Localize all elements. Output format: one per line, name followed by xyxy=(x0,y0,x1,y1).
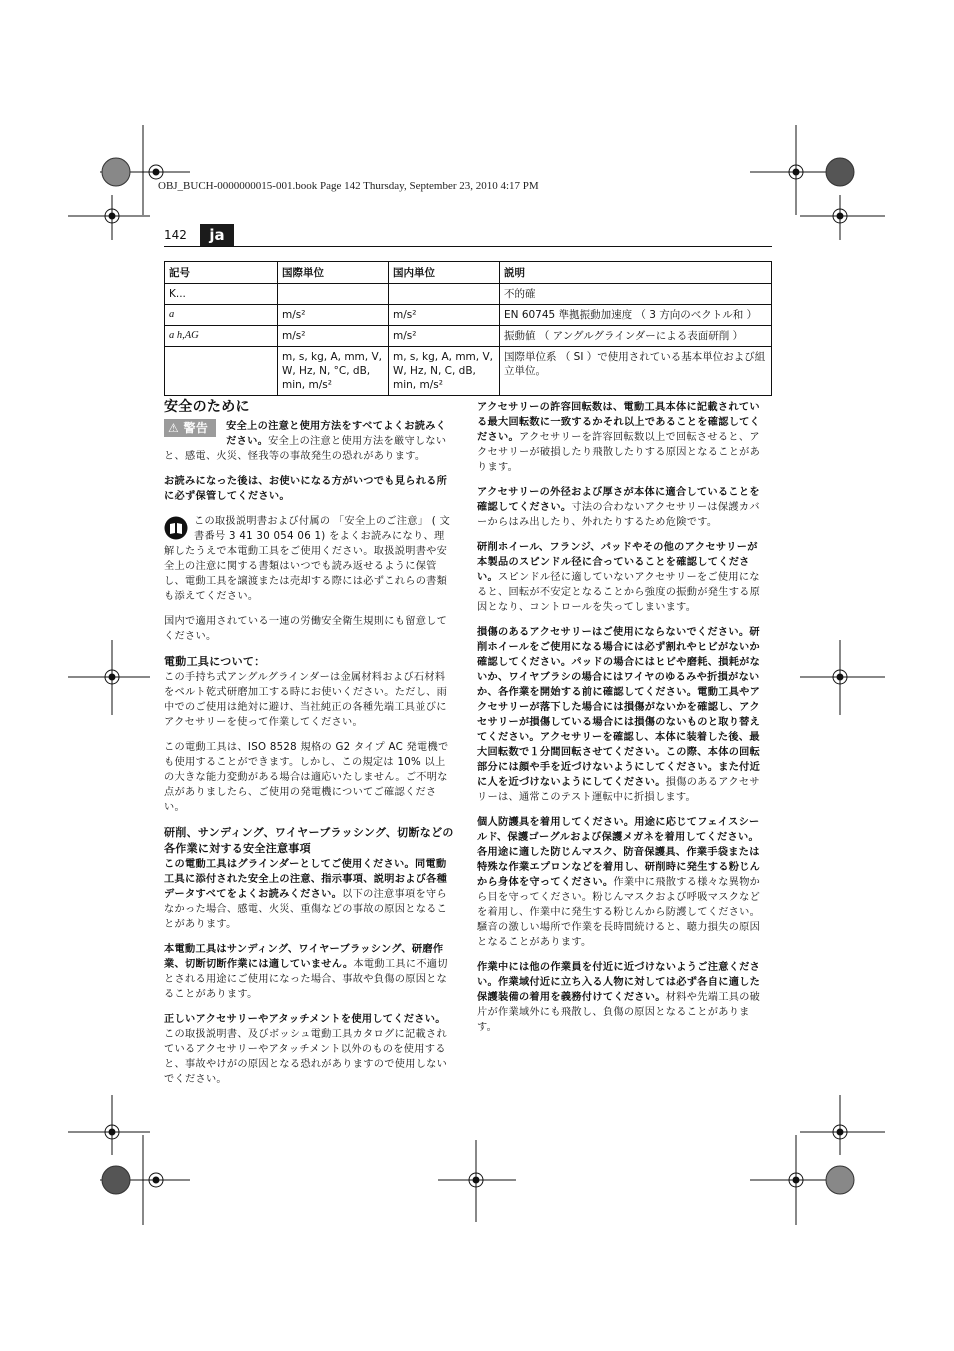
paragraph-text: アクセサリーを許容回転数以上で回転させると、アクセサリーが破損したり飛散したりする原因となることがあります。 xyxy=(477,432,761,473)
paragraph-bold: アクセサリーの外径および厚さが本体に適合していることを確認してください。 xyxy=(477,487,760,513)
language-tab: ja xyxy=(200,224,234,246)
read-manual-icon xyxy=(164,516,188,540)
table-row xyxy=(165,347,772,396)
table-header-cell: 説明 xyxy=(500,262,772,284)
table-cell: a h,AG xyxy=(165,326,278,347)
manual-paragraph xyxy=(164,514,454,604)
table-cell: 振動値 （ アングルグラインダーによる表面研削 ） xyxy=(500,326,772,347)
table-cell: m, s, kg, A, mm, V, W, Hz, N, °C, dB, min, m/s² xyxy=(278,347,389,396)
paragraph-text: この取扱説明書、及びボッシュ電動工具カタログに記載されているアクセサリーやアタッチメント以外のものを使用すると、事故やけがの原因となる恐れがありますので使用しないでください。 xyxy=(164,1029,448,1085)
paragraph-bold: この電動工具はグラインダーとしてご使用ください。同電動工具に添付された安全上の注意、指示事項、説明および各種データすべてをよくお読みください。 xyxy=(164,859,448,900)
table-cell: 国際単位系 （ SI ）で使用されている基本単位および組立単位。 xyxy=(500,347,772,396)
warning-paragraph xyxy=(164,419,454,464)
table-header-cell: 記号 xyxy=(165,262,278,284)
table-cell: m/s² xyxy=(389,326,500,347)
paragraph-bold: 研削ホイール、フランジ、パッドやその他のアクセサリーが本製品のスピンドル径に合っていることを確認してください。 xyxy=(477,542,758,583)
table-cell: EN 60745 準拠振動加速度 （ 3 方向のベクトル和 ） xyxy=(500,305,772,326)
paragraph-bold: 作業中には他の作業員を付近に近づけないようご注意ください。作業域付近に立ち入る人物に対しては必ず各自に適した保護装備の着用を義務付けてください。 xyxy=(477,962,761,1003)
table-header-cell: 国際単位 xyxy=(278,262,389,284)
paragraph-text: 材料や先端工具の破片が作業域外にも飛散し、負傷の原因となることがあります。 xyxy=(477,992,761,1033)
table-header-cell: 国内単位 xyxy=(389,262,500,284)
paragraph-bold: 安全上の注意と使用方法をすべてよくお読みください。 xyxy=(226,421,447,447)
paragraph-bold: 損傷のあるアクセサリーはご使用にならないでください。研削ホイールをご使用になる場合には必ず割れやヒビがないか確認してください。パッドの場合にはヒビや磨耗、損耗がないか、ワイヤブラシの場合にはワイヤのゆるみや折損がないか、各作業を開始する前に確認してください。電動工具やアクセサリーが落下した場合には損傷がないかを確認し、アクセサリーが損傷している場合には損傷のないものと取り替えてください。アクセサリーを確認し、本体に装着した後、最大回転数で１分間回転させてください。この際、本体の回転部分には顔や手を近づけないようにしてください。また付近に人を近づけないようにしてください。 xyxy=(477,627,761,788)
paragraph-bold: 本電動工具はサンディング、ワイヤーブラッシング、研磨作業、切断切断作業には適していません。 xyxy=(164,944,444,970)
subsection-title: 研削、サンディング、ワイヤーブラッシング、切断などの各作業に対する安全注意事項 xyxy=(164,826,454,855)
paragraph-bold: 個人防護具を着用してください。用途に応じてフェイスシールド、保護ゴーグルおよび保護メガネを着用してください。各用途に適した防じんマスク、防音保護具、作業手袋または特殊な作業エプロンなどを着用し、研削時に発生する粉じんから身体を守ってください。 xyxy=(477,817,761,888)
warning-label: 警告 xyxy=(183,421,209,435)
paragraph-text: スピンドル径に適していないアクセサリーをご使用になると、回転が不安定となることから強度の振動が発生する原因となり、コントロールを失ってしまいます。 xyxy=(477,572,761,613)
paragraph-text: 本電動工具に不適切とされる用途にご使用になった場合、事故や負傷の原因となることがあります。 xyxy=(164,959,448,1000)
paragraph-bold: アクセサリーの許容回転数は、電動工具本体に記載されている最大回転数に一致するかそれ以上であることを確認してください。 xyxy=(477,402,761,443)
table-cell: a xyxy=(165,305,278,326)
book-header-line: OBJ_BUCH-0000000015-001.book Page 142 Thursday, September 23, 2010 4:17 PM xyxy=(158,180,539,192)
table-cell: 不的確 xyxy=(500,284,772,305)
paragraph-bold: 正しいアクセサリーやアタッチメントを使用してください。 xyxy=(164,1014,446,1025)
table-cell: m/s² xyxy=(278,305,389,326)
table-row xyxy=(165,326,772,347)
table-cell xyxy=(389,284,500,305)
header-rule xyxy=(164,246,772,247)
table-cell: m/s² xyxy=(278,326,389,347)
table-header-row xyxy=(165,262,772,284)
right-column xyxy=(477,400,767,1045)
warning-badge xyxy=(164,419,216,437)
subsection-title: 電動工具について： xyxy=(164,655,266,668)
paragraph-text: 作業中に飛散する様々な異物から目を守ってください。粉じんマスクおよび呼吸マスクなどを着用し、作業中に発生する粉じんから防護してください。騒音の激しい場所で作業を長時間続けると、聴力損失の原因となることがあります。 xyxy=(477,877,761,948)
paragraph-text: この取扱説明書および付属の 「安全上のご注意」 ( 文書番号 3 41 30 054 06 1) をよくお読みになり、理解したうえで本電動工具をご使用ください。取扱説明書や安全上の注意に関する書類はいつでも読み返せるように保管し、電動工具を譲渡または売却する際には必ずこれらの書類も添えてください。 xyxy=(164,516,451,602)
paragraph-text: 安全上の注意と使用方法を厳守しないと、感電、火災、怪我等の事故発生の恐れがあります。 xyxy=(164,436,447,462)
paragraph-text: 以下の注意事項を守らなかった場合、感電、火災、重傷などの事故の原因となることがあります。 xyxy=(164,889,448,930)
paragraph-text: この電動工具は、ISO 8528 規格の G2 タイプ AC 発電機でも使用することができます。しかし、この規定は 10% 以上の大きな能力変動がある場合は適応いたしません。ご不明な点がありましたら、ご使用の発電機についてご確認ください。 xyxy=(164,742,449,813)
table-row xyxy=(165,305,772,326)
paragraph-text: この手持ち式アングルグラインダーは金属材料および石材料をベルト乾式研磨加工する時にお使いください。ただし、雨中でのご使用は絶対に避け、当社純正の各種先端工具並びにアクセサリーを使って作業してください。 xyxy=(164,672,448,728)
paragraph-text: 損傷のあるアクセサリーは、通常このテスト運転中に折損します。 xyxy=(477,777,760,803)
paragraph-text: 寸法の合わないアクセサリーは保護カバーからはみ出したり、外れたりするため危険です。 xyxy=(477,502,760,528)
table-cell xyxy=(165,347,278,396)
paragraph-bold: お読みになった後は、お使いになる方がいつでも見られる所に必ず保管してください。 xyxy=(164,476,448,502)
table-cell xyxy=(278,284,389,305)
units-table xyxy=(164,261,772,396)
table-cell: K... xyxy=(165,284,278,305)
table-cell: m, s, kg, A, mm, V, W, Hz, N, C, dB, min, m/s² xyxy=(389,347,500,396)
table-row xyxy=(165,284,772,305)
section-title: 安全のために xyxy=(164,399,250,415)
table-cell: m/s² xyxy=(389,305,500,326)
paragraph-text: 国内で適用されている一連の労働安全衛生規則にも留意してください。 xyxy=(164,616,448,642)
warning-triangle-icon: ⚠ xyxy=(168,421,180,435)
page-number: 142 xyxy=(164,228,187,242)
left-column xyxy=(164,400,454,1097)
